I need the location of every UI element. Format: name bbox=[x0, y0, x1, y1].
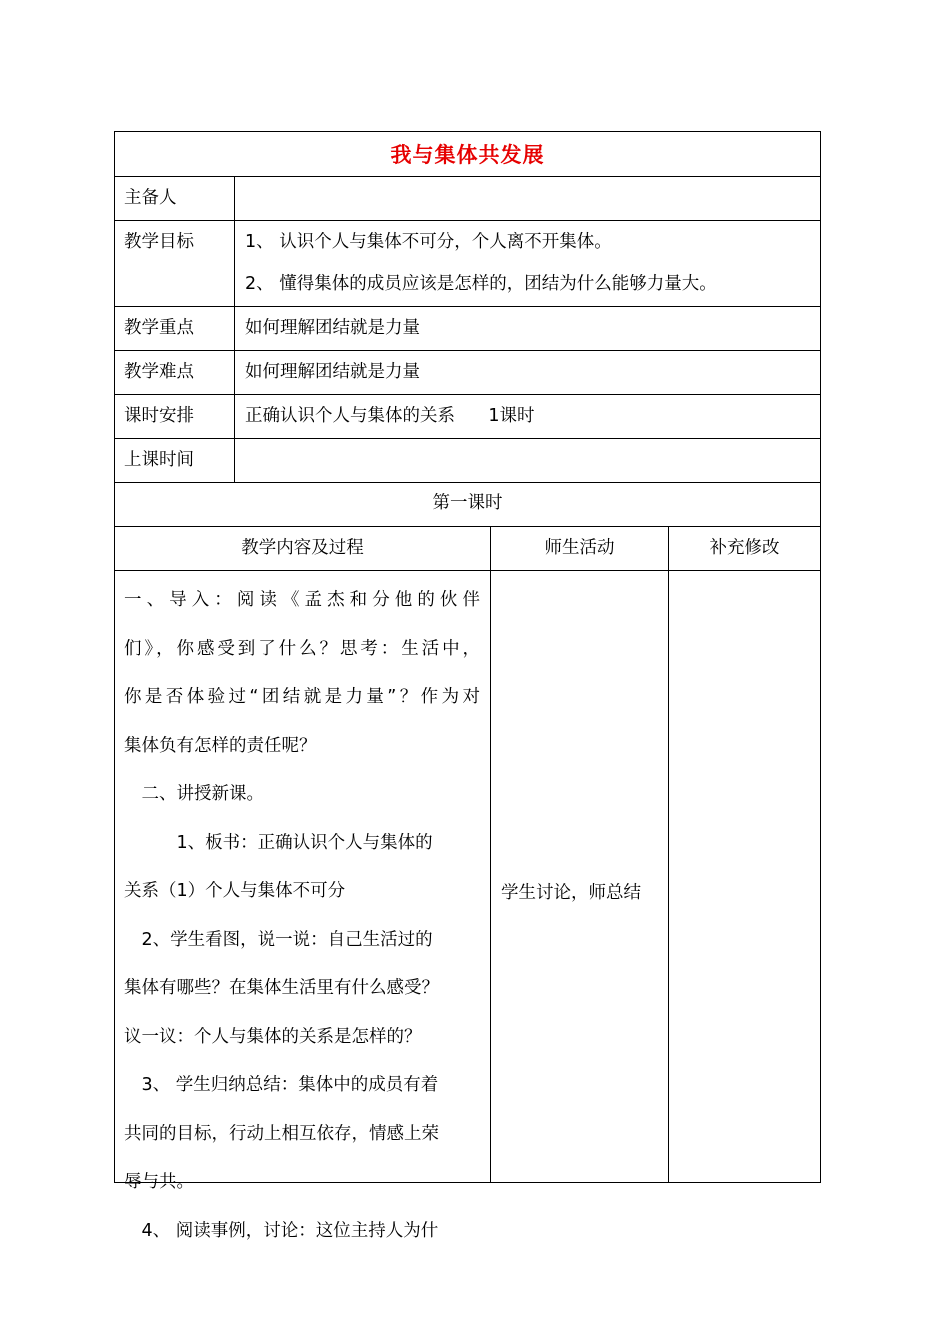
title-row bbox=[115, 132, 820, 177]
content-line: 议一议：个人与集体的关系是怎样的？ bbox=[124, 1026, 422, 1047]
row-label: 主备人 bbox=[115, 177, 235, 220]
content-row bbox=[115, 571, 820, 1241]
content-line: 共同的目标，行动上相互依存，情感上荣 bbox=[124, 1123, 439, 1144]
content-line: 一、导入：阅读《孟杰和分他的伙伴 bbox=[124, 590, 480, 610]
content-line: 4、 阅读事例，讨论：这位主持人为什 bbox=[124, 1220, 439, 1241]
content-line: 你是否体验过“团结就是力量”？作为对 bbox=[124, 687, 480, 707]
content-line: 辱与共。 bbox=[124, 1172, 194, 1192]
lesson-row bbox=[115, 483, 820, 527]
row-value: 如何理解团结就是力量 bbox=[245, 362, 420, 382]
column-header-activity: 师生活动 bbox=[491, 527, 669, 570]
row-value bbox=[235, 177, 820, 220]
row-value: 如何理解团结就是力量 bbox=[245, 318, 420, 338]
row-value bbox=[235, 221, 820, 306]
info-row-preparer bbox=[115, 177, 820, 221]
column-header-supplement: 补充修改 bbox=[709, 538, 780, 558]
row-label: 教学目标 bbox=[115, 221, 235, 306]
objective-line: 1、 认识个人与集体不可分，个人离不开集体。 bbox=[245, 232, 612, 252]
row-value: 正确认识个人与集体的关系 1课时 bbox=[245, 406, 535, 426]
info-row-difficulty bbox=[115, 351, 820, 395]
row-label: 教学难点 bbox=[115, 351, 235, 394]
column-header-row bbox=[115, 527, 820, 571]
objective-line: 2、 懂得集体的成员应该是怎样的，团结为什么能够力量大。 bbox=[245, 274, 717, 294]
info-row-objectives bbox=[115, 221, 820, 307]
content-line: 们》，你感受到了什么？思考：生活中， bbox=[124, 638, 480, 659]
lesson-label: 第一课时 bbox=[432, 493, 503, 513]
info-row-key-point bbox=[115, 307, 820, 351]
content-line: 关系（1）个人与集体不可分 bbox=[124, 881, 346, 901]
content-line: 集体负有怎样的责任呢？ bbox=[124, 735, 317, 756]
content-line: 1、板书：正确认识个人与集体的 bbox=[124, 832, 433, 853]
activity-text: 学生讨论，师总结 bbox=[501, 883, 641, 903]
lesson-plan-table bbox=[114, 131, 821, 1241]
teaching-content bbox=[115, 571, 491, 1241]
supplement-cell bbox=[669, 571, 820, 1182]
row-value bbox=[235, 439, 820, 482]
column-header-content: 教学内容及过程 bbox=[115, 527, 491, 570]
document-title: 我与集体共发展 bbox=[390, 143, 545, 167]
content-line: 集体有哪些？在集体生活里有什么感受？ bbox=[124, 978, 439, 998]
row-label: 上课时间 bbox=[115, 439, 235, 482]
content-line: 二、讲授新课。 bbox=[124, 784, 264, 804]
info-row-schedule bbox=[115, 395, 820, 439]
info-row-class-time bbox=[115, 439, 820, 483]
content-line: 3、 学生归纳总结：集体中的成员有着 bbox=[124, 1075, 439, 1095]
content-line: 2、学生看图，说一说：自己生活过的 bbox=[124, 929, 433, 950]
row-label: 教学重点 bbox=[115, 307, 235, 350]
teacher-student-activity bbox=[491, 571, 669, 1182]
row-label: 课时安排 bbox=[115, 395, 235, 438]
